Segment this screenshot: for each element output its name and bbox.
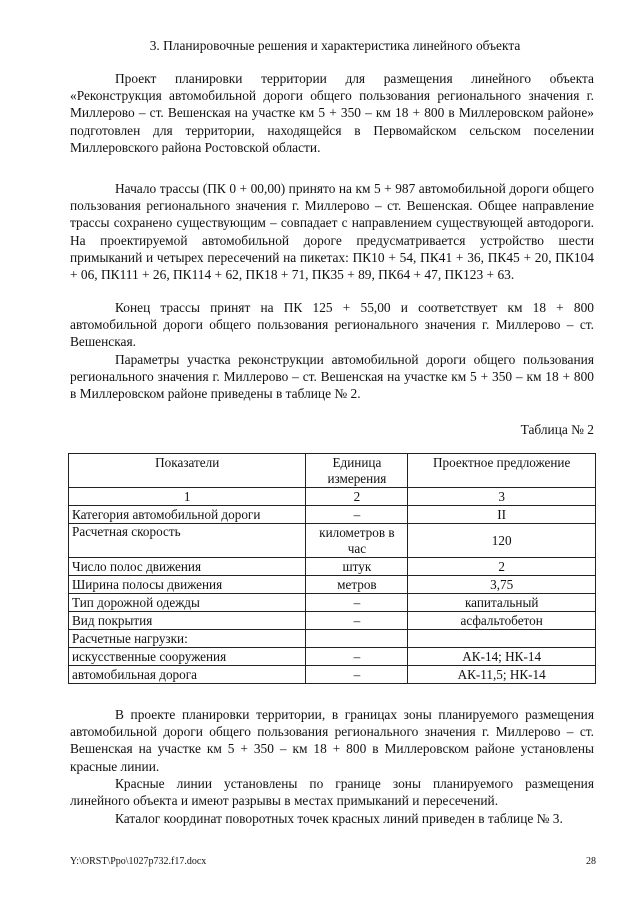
row-label: Расчетные нагрузки: bbox=[69, 630, 306, 648]
header-cell: Проектное предложение bbox=[408, 454, 596, 488]
table-header-row bbox=[69, 454, 596, 488]
table-row bbox=[69, 558, 596, 576]
column-number: 3 bbox=[408, 488, 596, 506]
row-unit: – bbox=[306, 506, 408, 524]
row-label: Число полос движения bbox=[69, 558, 306, 576]
paragraph-route-end: Конец трассы принят на ПК 125 + 55,00 и соответствует км 18 + 800 автомобильной дороги общего пользования регионального значения г. Миллерово – ст. Вешенская. bbox=[70, 300, 594, 350]
table-caption: Таблица № 2 bbox=[520, 422, 594, 437]
row-label: автомобильная дорога bbox=[69, 666, 306, 684]
table-row bbox=[69, 630, 596, 648]
paragraph-red-lines: В проекте планировки территории, в границах зоны планируемого размещения автомобильной дороги общего пользования регионального значения г. Миллерово – ст. Вешенская на участке км 5 + 350 – км 18 + 800 в Миллеровском районе установлены красные линии. bbox=[70, 707, 594, 774]
paragraph-project-intro: Проект планировки территории для размещения линейного объекта «Реконструкция автомобильной дороги общего пользования регионального значения г. Миллерово – ст. Вешенская на участке км 5 + 350 – км 18 + 800 в Миллеровском районе» подготовлен для территории, находящейся в Первомайском сельском поселении Миллеровского района Ростовской области. bbox=[70, 71, 594, 155]
parameters-table bbox=[68, 453, 596, 684]
table-number-row bbox=[69, 488, 596, 506]
table-row bbox=[69, 666, 596, 684]
row-value: асфальтобетон bbox=[408, 612, 596, 630]
row-value: капитальный bbox=[408, 594, 596, 612]
header-cell: Показатели bbox=[69, 454, 306, 488]
table-row bbox=[69, 648, 596, 666]
table-row bbox=[69, 576, 596, 594]
column-number: 1 bbox=[69, 488, 306, 506]
row-unit: – bbox=[306, 594, 408, 612]
row-value: АК-14; НК-14 bbox=[408, 648, 596, 666]
header-cell: Единица измерения bbox=[306, 454, 408, 488]
row-value: АК-11,5; НК-14 bbox=[408, 666, 596, 684]
row-label: Категория автомобильной дороги bbox=[69, 506, 306, 524]
section-heading: 3. Планировочные решения и характеристика линейного объекта bbox=[149, 38, 521, 53]
paragraph-coordinates-catalog: Каталог координат поворотных точек красных линий приведен в таблице № 3. bbox=[115, 811, 563, 826]
row-label: Расчетная скорость bbox=[69, 524, 306, 558]
row-value bbox=[408, 630, 596, 648]
row-value: 3,75 bbox=[408, 576, 596, 594]
row-value: 2 bbox=[408, 558, 596, 576]
table-row bbox=[69, 506, 596, 524]
paragraph-parameters: Параметры участка реконструкции автомобильной дороги общего пользования регионального значения г. Миллерово – ст. Вешенская на участке км 5 + 350 – км 18 + 800 в Миллеровском районе приведены в таблице № 2. bbox=[70, 352, 594, 402]
row-value: II bbox=[408, 506, 596, 524]
paragraph-red-lines-gaps: Красные линии установлены по границе зоны планируемого размещения линейного объекта и имеют разрывы в местах примыканий и пересечений. bbox=[70, 776, 594, 809]
table-row bbox=[69, 524, 596, 558]
row-unit: метров bbox=[306, 576, 408, 594]
table-row bbox=[69, 594, 596, 612]
row-label: Тип дорожной одежды bbox=[69, 594, 306, 612]
row-unit: километров в час bbox=[306, 524, 408, 558]
row-unit: – bbox=[306, 648, 408, 666]
row-unit: – bbox=[306, 612, 408, 630]
row-label: Ширина полосы движения bbox=[69, 576, 306, 594]
row-label: искусственные сооружения bbox=[69, 648, 306, 666]
row-value: 120 bbox=[408, 524, 596, 558]
column-number: 2 bbox=[306, 488, 408, 506]
paragraph-route-start: Начало трассы (ПК 0 + 00,00) принято на км 5 + 987 автомобильной дороги общего пользования регионального значения г. Миллерово – ст. Вешенская. Общее направление трассы сохранено существующим – совпадает с направлением существующей автодороги. На проектируемой автомобильной дороге предусматривается устройство шести примыканий и четырех пересечений на пикетах: ПК10 + 54, ПК41 + 36, ПК45 + 20, ПК104 + 06, ПК111 + 26, ПК114 + 62, ПК18 + 71, ПК35 + 89, ПК64 + 47, ПК123 + 63. bbox=[70, 181, 594, 283]
footer-file-path: Y:\ORST\Ppo\1027p732.f17.docx bbox=[70, 856, 207, 867]
footer-page-number: 28 bbox=[586, 856, 596, 867]
row-unit: штук bbox=[306, 558, 408, 576]
table-row bbox=[69, 612, 596, 630]
row-label: Вид покрытия bbox=[69, 612, 306, 630]
row-unit bbox=[306, 630, 408, 648]
row-unit: – bbox=[306, 666, 408, 684]
